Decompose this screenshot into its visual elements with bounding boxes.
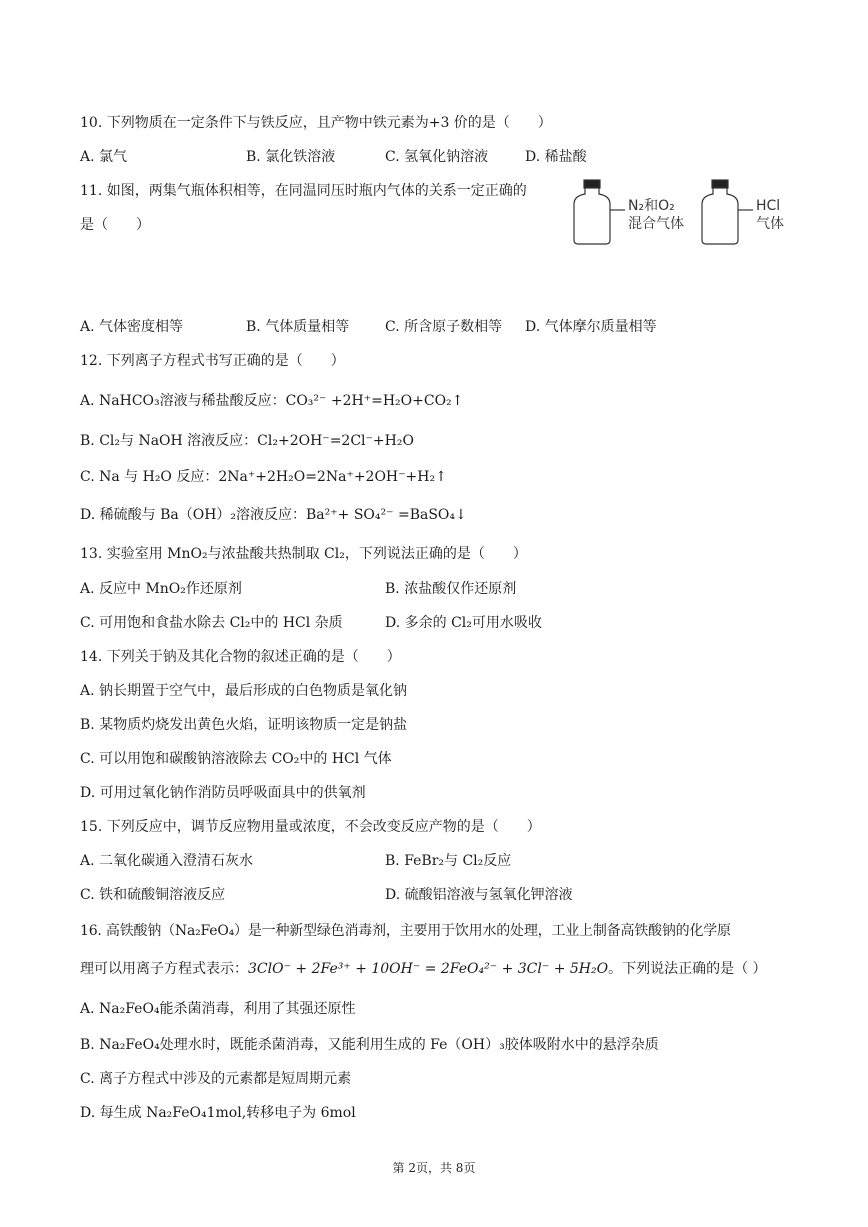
- bottle-2-label-line2: 气体: [756, 216, 784, 232]
- bottle-1: [574, 180, 625, 244]
- q14-stem: 14. 下列关于钠及其化合物的叙述正确的是（ ）: [80, 649, 401, 665]
- bottle-2-label-line1: HCl: [756, 198, 781, 214]
- q16-option-b: B. Na₂FeO₄处理水时，既能杀菌消毒，又能利用生成的 Fe（OH）₃胶体吸附水中的悬浮杂质: [80, 1037, 659, 1053]
- q16-option-a: A. Na₂FeO₄能杀菌消毒，利用了其强还原性: [80, 1001, 356, 1017]
- q11-option-d: D. 气体摩尔质量相等: [525, 319, 657, 335]
- q15-option-d: D. 硫酸铝溶液与氢氧化钾溶液: [385, 887, 573, 903]
- q12-option-a: A. NaHCO₃溶液与稀盐酸反应：CO₃²⁻ +2H⁺=H₂O+CO₂↑: [80, 393, 464, 409]
- q14-option-b: B. 某物质灼烧发出黄色火焰，证明该物质一定是钠盐: [80, 717, 408, 733]
- q14-option-d: D. 可用过氧化钠作消防员呼吸面具中的供氧剂: [80, 785, 366, 801]
- q13-option-a: A. 反应中 MnO₂作还原剂: [80, 581, 242, 597]
- bottle-1-label-line1: N₂和O₂: [628, 198, 675, 214]
- q15-option-a: A. 二氧化碳通入澄清石灰水: [80, 853, 254, 869]
- q12-option-d: D. 稀硫酸与 Ba（OH）₂溶液反应：Ba²⁺+ SO₄²⁻ =BaSO₄↓: [80, 507, 467, 523]
- q16-stem-prefix: 理可以用离子方程式表示：: [80, 961, 248, 977]
- q16-stem-line1: 16. 高铁酸钠（Na₂FeO₄）是一种新型绿色消毒剂，主要用于饮用水的处理，工业上制备高铁酸钠的化学原: [80, 923, 731, 939]
- q11-stem-line1: 11. 如图，两集气瓶体积相等，在同温同压时瓶内气体的关系一定正确的: [80, 183, 527, 199]
- q13-stem: 13. 实验室用 MnO₂与浓盐酸共热制取 Cl₂，下列说法正确的是（ ）: [80, 546, 527, 562]
- q13-option-d: D. 多余的 Cl₂可用水吸收: [385, 615, 542, 631]
- bottle-1-label-line2: 混合气体: [628, 216, 684, 232]
- q15-stem: 15. 下列反应中，调节反应物用量或浓度，不会改变反应产物的是（ ）: [80, 819, 541, 835]
- page-footer: 第 2页，共 8页: [392, 1161, 476, 1175]
- q12-option-c: C. Na 与 H₂O 反应：2Na⁺+2H₂O=2Na⁺+2OH⁻+H₂↑: [80, 469, 447, 485]
- q13-option-b: B. 浓盐酸仅作还原剂: [385, 581, 517, 597]
- q16-stem-line2: [80, 960, 767, 978]
- q10-stem: 10. 下列物质在一定条件下与铁反应，且产物中铁元素为+3 价的是（ ）: [80, 115, 552, 131]
- q16-option-d: D. 每生成 Na₂FeO₄1mol,转移电子为 6mol: [80, 1105, 356, 1121]
- q16-stem-suffix: 。下列说法正确的是（ ）: [608, 961, 767, 977]
- bottle-2: [702, 180, 753, 244]
- q11-option-a: A. 气体密度相等: [80, 319, 184, 335]
- q15-option-c: C. 铁和硫酸铜溶液反应: [80, 887, 226, 903]
- q16-option-c: C. 离子方程式中涉及的元素都是短周期元素: [80, 1071, 352, 1087]
- q13-option-c: C. 可用饱和食盐水除去 Cl₂中的 HCl 杂质: [80, 615, 343, 631]
- q10-option-d: D. 稀盐酸: [525, 149, 587, 165]
- q11-option-c: C. 所含原子数相等: [385, 319, 503, 335]
- q14-option-a: A. 钠长期置于空气中，最后形成的白色物质是氧化钠: [80, 683, 408, 699]
- q10-option-b: B. 氯化铁溶液: [246, 149, 336, 165]
- q14-option-c: C. 可以用饱和碳酸钠溶液除去 CO₂中的 HCl 气体: [80, 751, 392, 767]
- q10-option-a: A. 氯气: [80, 149, 128, 165]
- gas-bottles-figure: [570, 178, 800, 248]
- q12-option-b: B. Cl₂与 NaOH 溶液反应：Cl₂+2OH⁻=2Cl⁻+H₂O: [80, 433, 414, 449]
- q11-option-b: B. 气体质量相等: [246, 319, 350, 335]
- q12-stem: 12. 下列离子方程式书写正确的是（ ）: [80, 353, 345, 369]
- q15-option-b: B. FeBr₂与 Cl₂反应: [385, 853, 512, 869]
- q11-stem-line2: 是（ ）: [80, 217, 150, 233]
- q16-ionic-equation: 3ClO⁻ + 2Fe³⁺ + 10OH⁻ = 2FeO₄²⁻ + 3Cl⁻ + 5H₂O: [248, 961, 609, 977]
- q10-option-c: C. 氢氧化钠溶液: [385, 149, 489, 165]
